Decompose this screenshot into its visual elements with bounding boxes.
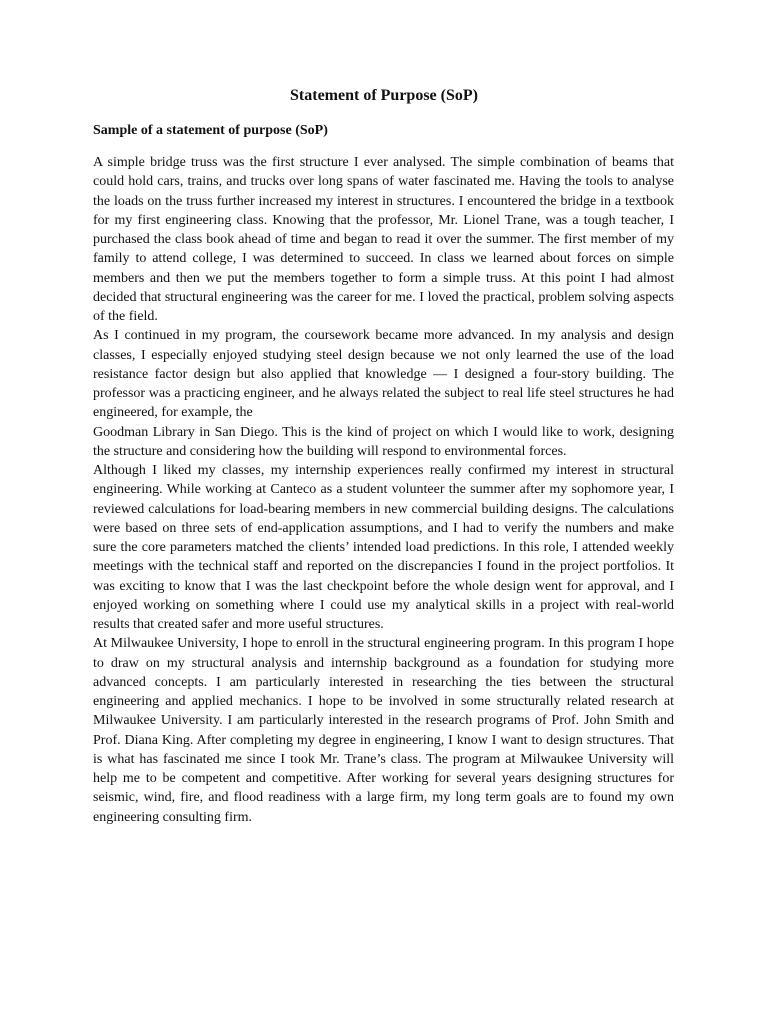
document-body <box>93 153 674 827</box>
paragraph-3: Goodman Library in San Diego. This is the kind of project on which I would like to work, designing the structure and considering how the building will respond to environmental forces. <box>93 424 674 459</box>
paragraph-1: A simple bridge truss was the first structure I ever analysed. The simple combination of beams that could hold cars, trains, and trucks over long spans of water fascinated me. Having the tools to analyse the loads on the truss further increased my interest in structures. I encountered the bridge in a textbook for my first engineering class. Knowing that the professor, Mr. Lionel Trane, was a tough teacher, I purchased the class book ahead of time and began to read it over the summer. The first member of my family to attend college, I was determined to succeed. In class we learned about forces on simple members and then we put the members together to form a simple truss. At this point I had almost decided that structural engineering was the career for me. I loved the practical, problem solving aspects of the field. <box>93 155 674 324</box>
paragraph-5: At Milwaukee University, I hope to enroll in the structural engineering program. In this program I hope to draw on my structural analysis and internship background as a foundation for studying more advanced concepts. I am particularly interested in researching the ties between the structural engineering and applied mechanics. I hope to be involved in some structurally related research at Milwaukee University. I am particularly interested in the research programs of Prof. John Smith and Prof. Diana King. After completing my degree in engineering, I know I want to design structures. That is what has fascinated me since I took Mr. Trane’s class. The program at Milwaukee University will help me to be competent and competitive. After working for several years designing structures for seismic, wind, fire, and flood readiness with a large firm, my long term goals are to found my own engineering consulting firm. <box>93 636 674 825</box>
paragraph-2: As I continued in my program, the coursework became more advanced. In my analysis and design classes, I especially enjoyed studying steel design because we not only learned the use of the load resistance factor design but also applied that knowledge — I designed a four-story building. The professor was a practicing engineer, and he always related the subject to real life steel structures he had engineered, for example, the <box>93 328 674 421</box>
document-title: Statement of Purpose (SoP) <box>290 87 478 104</box>
document-subtitle: Sample of a statement of purpose (SoP) <box>93 123 328 138</box>
paragraph-4: Although I liked my classes, my internship experiences really confirmed my interest in structural engineering. While working at Canteco as a student volunteer the summer after my sophomore year, I reviewed calculations for load-bearing members in new commercial building designs. The calculations were based on three sets of end-application assumptions, and I had to verify the numbers and make sure the core parameters matched the clients’ intended load predictions. In this role, I attended weekly meetings with the technical staff and reported on the discrepancies I found in the project portfolios. It was exciting to know that I was the last checkpoint before the whole design went for approval, and I enjoyed working on something where I could use my analytical skills in a project with real-world results that created safer and more useful structures. <box>93 463 674 632</box>
